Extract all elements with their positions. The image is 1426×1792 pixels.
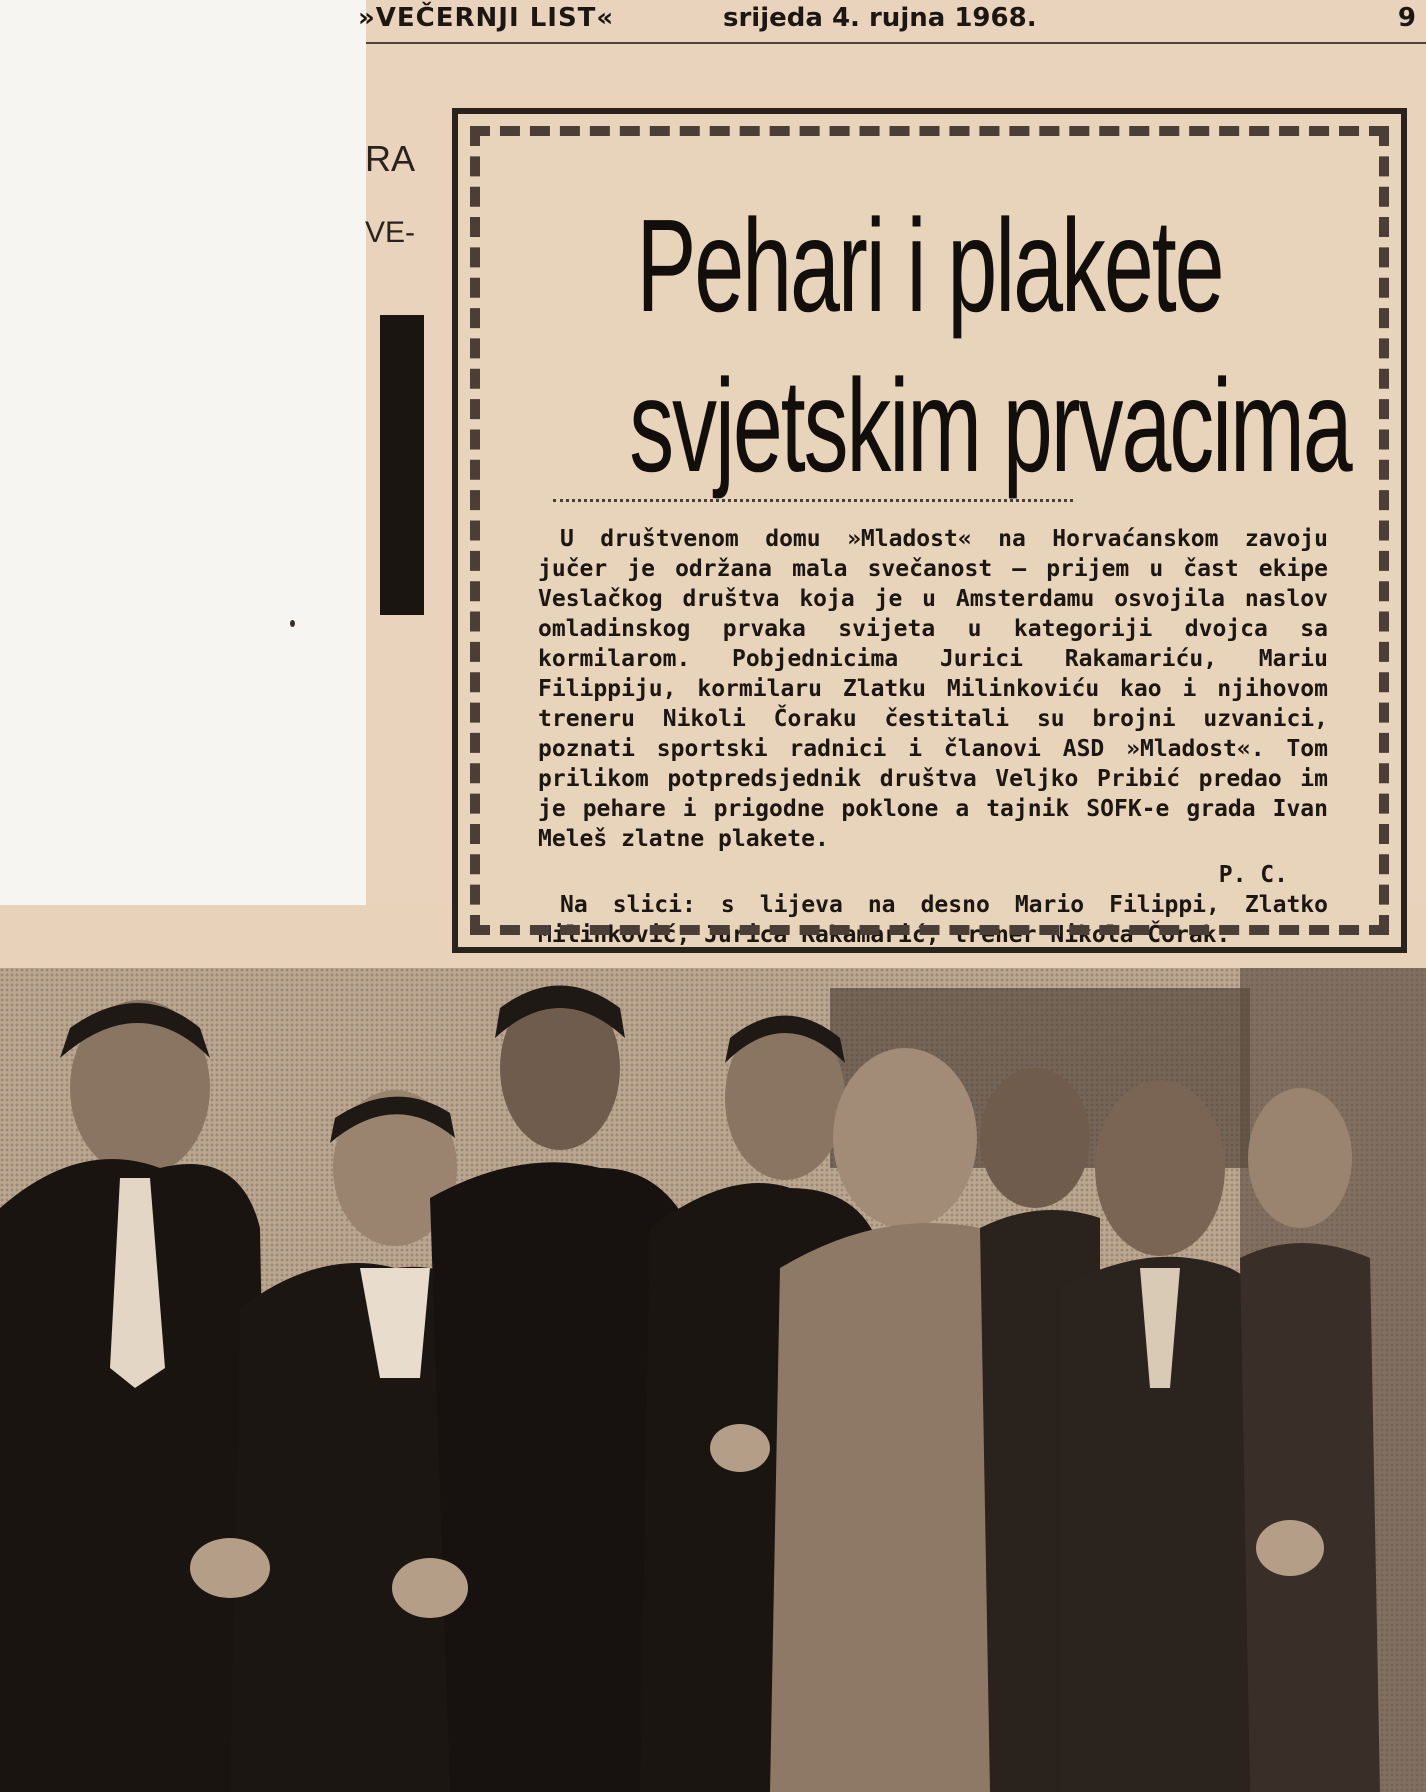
article-photo bbox=[0, 968, 1426, 1792]
headline-line-2: svjetskim prvacima bbox=[629, 352, 1351, 499]
headline-line-1: Pehari i plakete bbox=[636, 192, 1223, 339]
masthead-rule bbox=[366, 42, 1426, 44]
page-number: 9 bbox=[1397, 3, 1416, 33]
issue-date: srijeda 4. rujna 1968. bbox=[723, 3, 1037, 33]
ink-speck bbox=[290, 620, 295, 627]
headline bbox=[488, 186, 1371, 506]
article-paragraph: U društvenom domu »Mladost« na Horvaćanskom zavoju jučer je održana mala svečanost — prijem u čast ekipe Veslačkog društva koja je u Amsterdamu osvojila naslov omladinskog prvaka svijeta u kategoriji dvojca sa kormilarom. Pobjednicima Jurici Rakamariću, Mariu Filippiju, kormilaru Zlatku Milinkoviću kao i njihovom treneru Nikoli Čoraku čestitali su brojni uzvanici, poznati sportski radnici i članovi ASD »Mladost«. Tom prilikom potpredsjednik društva Veljko Pribić predao im je pehare i prigodne poklone a tajnik SOFK-e grada Ivan Meleš zlatne plakete. bbox=[538, 526, 1328, 852]
edge-fragment-ve: VE- bbox=[365, 216, 416, 249]
article-signature: P. C. bbox=[1218, 862, 1288, 888]
edge-fragment-letter bbox=[380, 315, 424, 615]
masthead bbox=[358, 0, 1426, 36]
photo-caption: Na slici: s lijeva na desno Mario Filippi, Zlatko Milinković, Jurica Rakamarić, trener Nikola Čorak. bbox=[538, 892, 1328, 948]
newspaper-name: »VEČERNJI LIST« bbox=[358, 3, 615, 33]
separator-rule bbox=[553, 499, 1073, 508]
article-box bbox=[452, 108, 1407, 953]
article-body bbox=[538, 524, 1328, 950]
photo-halftone-scene bbox=[0, 968, 1426, 1792]
blank-paper-overlay bbox=[0, 0, 388, 905]
edge-fragment-ra: RA bbox=[365, 138, 416, 179]
